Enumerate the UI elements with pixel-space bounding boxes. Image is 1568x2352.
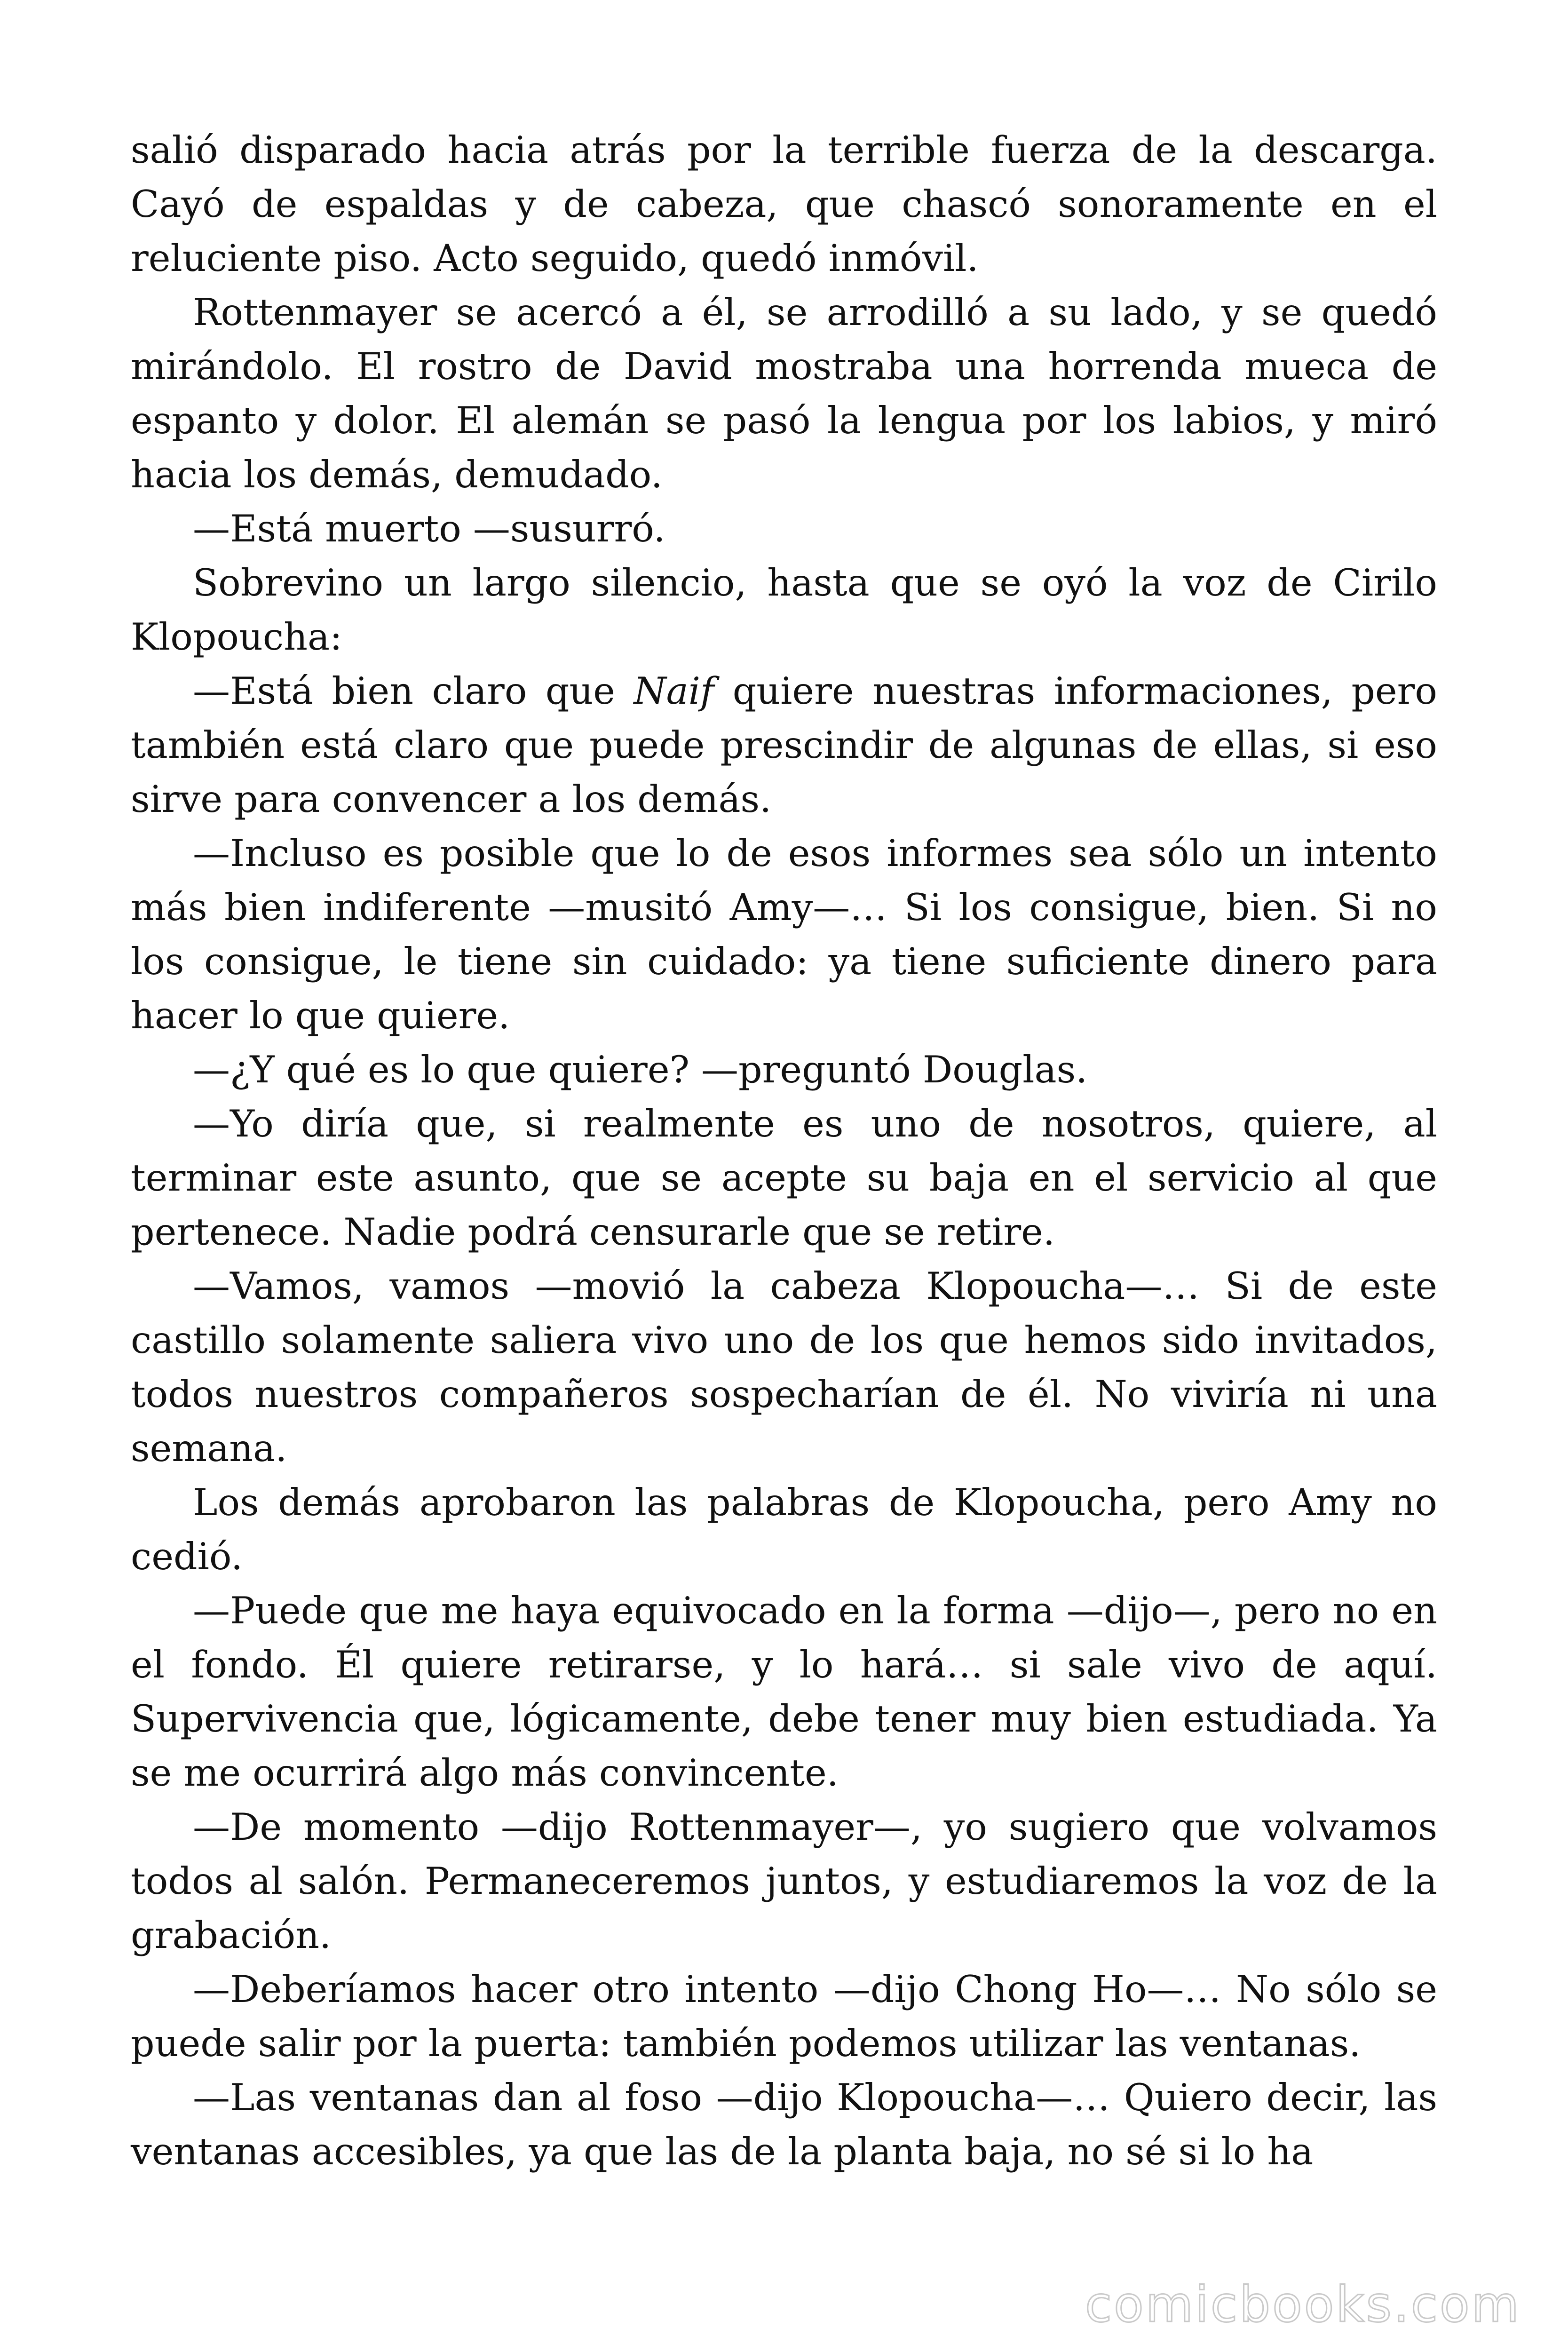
paragraph: —Deberíamos hacer otro intento —dijo Chong Ho—… No sólo se puede salir por la puerta: también podemos utilizar las ventanas. (131, 1968, 1437, 2065)
paragraph: —Incluso es posible que lo de esos informes sea sólo un intento más bien indiferente —musitó Amy—… Si los consigue, bien. Si no los consigue, le tiene sin cuidado: ya tiene suficiente dinero para hacer lo que quiere. (131, 832, 1437, 1037)
paragraph: —Las ventanas dan al foso —dijo Klopoucha—… Quiero decir, las ventanas accesibles, ya que las de la planta baja, no sé si lo ha (131, 2076, 1437, 2173)
paragraph: Los demás aprobaron las palabras de Klopoucha, pero Amy no cedió. (131, 1481, 1437, 1578)
paragraph: —Vamos, vamos —movió la cabeza Klopoucha—… Si de este castillo solamente saliera vivo uno de los que hemos sido invitados, todos nuestros compañeros sospecharían de él. No viviría ni una semana. (131, 1264, 1437, 1470)
paragraph-text: quiere nuestras informaciones, pero también está claro que puede prescindir de algunas de ellas, si eso sirve para convencer a los demás. (131, 669, 1437, 821)
watermark: comicbooks.com (1085, 2276, 1521, 2333)
paragraph: salió disparado hacia atrás por la terrible fuerza de la descarga. Cayó de espaldas y de cabeza, que chascó sonoramente en el reluciente piso. Acto seguido, quedó inmóvil. (131, 128, 1437, 280)
paragraph-naif (131, 664, 1437, 826)
paragraph: —De momento —dijo Rottenmayer—, yo sugiero que volvamos todos al salón. Permaneceremos juntos, y estudiaremos la voz de la grabación. (131, 1805, 1437, 1957)
paragraph: —Está muerto —susurró. (193, 507, 665, 550)
italic-name: Naif (634, 669, 714, 713)
body-text (131, 123, 1437, 2179)
paragraph: —Puede que me haya equivocado en la forma —dijo—, pero no en el fondo. Él quiere retirarse, y lo hará… si sale vivo de aquí. Supervivencia que, lógicamente, debe tener muy bien estudiada. Ya se me ocurrirá algo más convincente. (131, 1589, 1437, 1795)
paragraph-text: —Está bien claro que (193, 669, 634, 713)
paragraph: —Yo diría que, si realmente es uno de nosotros, quiere, al terminar este asunto, que se acepte su baja en el servicio al que pertenece. Nadie podrá censurarle que se retire. (131, 1102, 1437, 1254)
paragraph: Rottenmayer se acercó a él, se arrodilló a su lado, y se quedó mirándolo. El rostro de David mostraba una horrenda mueca de espanto y dolor. El alemán se pasó la lengua por los labios, y miró hacia los demás, demudado. (131, 291, 1437, 496)
paragraph: —¿Y qué es lo que quiere? —preguntó Douglas. (193, 1048, 1088, 1091)
paragraph: Sobrevino un largo silencio, hasta que se oyó la voz de Cirilo Klopoucha: (131, 561, 1437, 659)
